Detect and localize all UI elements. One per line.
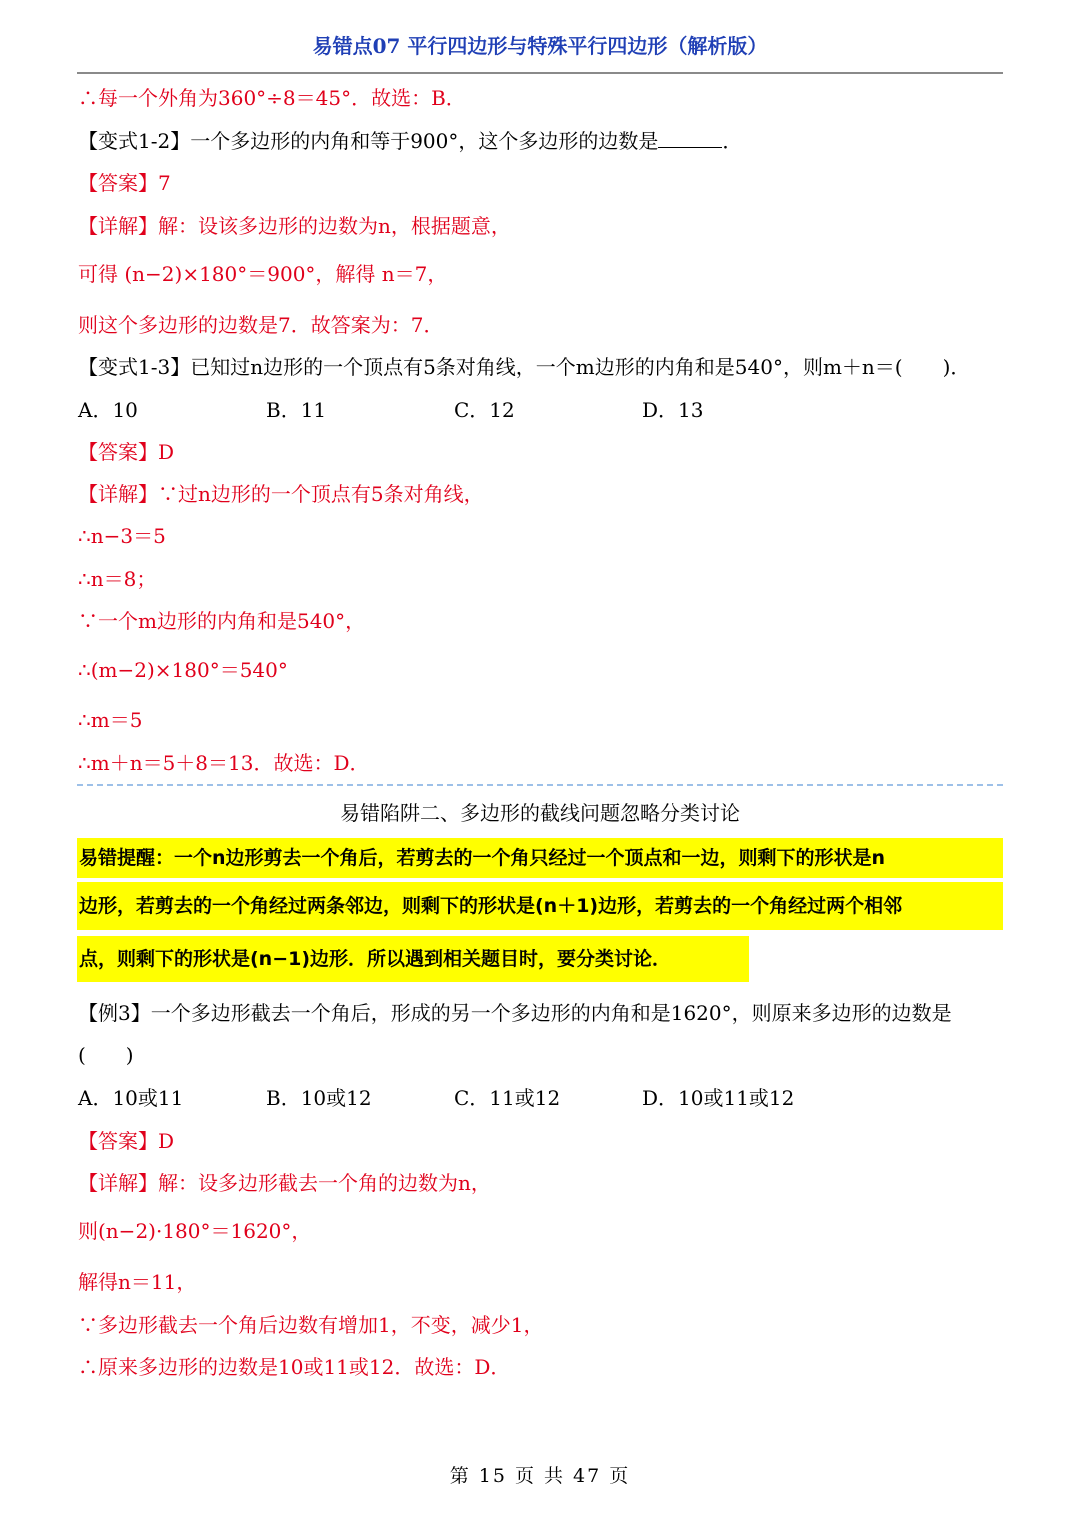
tip-line-2: 边形，若剪去的一个角经过两条邻边，则剩下的形状是(n＋1)边形，若剪去的一个角经过两个相邻 [77,882,1003,930]
equation-line: ∴m＝5 [78,708,143,732]
option-d: D．13 [642,398,704,422]
section-divider [77,784,1003,786]
equation-line: 解得n＝11， [78,1270,197,1294]
question-bracket: ( ) [78,1043,134,1067]
option-a: A．10 [78,398,138,422]
detail-line: 【详解】解：设该多边形的边数为n，根据题意， [78,214,511,238]
option-a: A．10或11 [78,1086,184,1110]
header-title: 易错点07 平行四边形与特殊平行四边形（解析版） [312,34,768,58]
answer-line: 【答案】D [78,1129,175,1153]
equation-line: ∴n−3＝5 [78,524,166,548]
page-footer: 第 15 页 共 47 页 [449,1465,631,1487]
equation-line: 则(n−2)·180°＝1620°， [78,1219,312,1243]
question-line: 【例3】一个多边形截去一个角后，形成的另一个多边形的内角和是1620°，则原来多边形的边数是 [78,1001,952,1025]
equation-line: ∴(m−2)×180°＝540° [78,658,288,682]
answer-line: 【答案】D [78,440,175,464]
text-line: ∵一个m边形的内角和是540°， [78,609,366,633]
answer-blank [658,129,722,148]
option-b: B．11 [266,398,327,422]
text-line: ∴m＋n＝5＋8＝13．故选：D． [78,751,370,775]
detail-line: 【详解】解：设多边形截去一个角的边数为n， [78,1171,491,1195]
equation-line: 可得 (n−2)×180°＝900°，解得 n＝7， [78,262,448,286]
answer-line: 【答案】7 [78,171,171,195]
option-b: B．10或12 [266,1086,372,1110]
option-c: C．12 [454,398,515,422]
question-text: 【变式1-2】一个多边形的内角和等于900°，这个多边形的边数是 [78,129,659,153]
text-line: ∵多边形截去一个角后边数有增加1，不变，减少1， [78,1313,544,1337]
question-end: ． [722,129,743,153]
detail-line: 【详解】∵过n边形的一个顶点有5条对角线， [78,482,484,506]
tip-line-3: 点，则剩下的形状是(n−1)边形．所以遇到相关题目时，要分类讨论． [77,936,749,982]
header-rule [77,72,1003,74]
text-line: 则这个多边形的边数是7．故答案为：7． [78,313,444,337]
section-title: 易错陷阱二、多边形的截线问题忽略分类讨论 [340,801,740,825]
equation-line: ∴n＝8； [78,567,157,591]
option-c: C．11或12 [454,1086,561,1110]
option-d: D．10或11或12 [642,1086,795,1110]
question-line: 【变式1-3】已知过n边形的一个顶点有5条对角线，一个m边形的内角和是540°，则m＋n＝( )． [78,355,971,379]
question-line [78,127,742,155]
tip-line-1: 易错提醒：一个n边形剪去一个角后，若剪去的一个角只经过一个顶点和一边，则剩下的形状是n [77,838,1003,878]
text-line: ∴原来多边形的边数是10或11或12．故选：D． [78,1355,511,1379]
text-line: ∴每一个外角为360°÷8＝45°．故选：B． [78,86,466,110]
